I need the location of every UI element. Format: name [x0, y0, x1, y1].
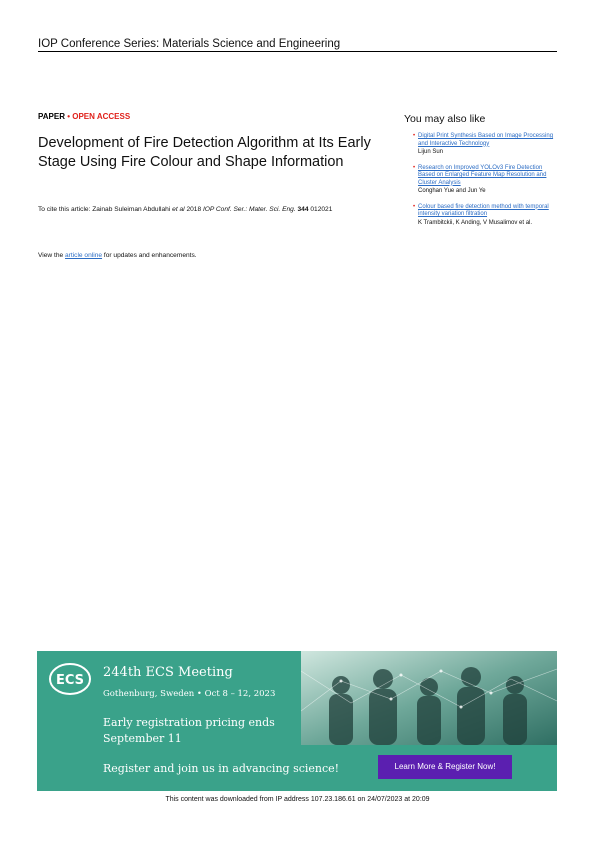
conference-photo-image: [301, 651, 557, 745]
article-type-line: [38, 112, 130, 121]
you-may-also-like-heading: You may also like: [404, 113, 486, 125]
related-item: [413, 203, 558, 228]
related-item-authors: Lijun Sun: [418, 149, 444, 155]
cite-year: 2018: [184, 206, 203, 213]
banner-title: 244th ECS Meeting: [103, 665, 233, 680]
cite-et-al: et al: [170, 206, 185, 213]
cite-article-no: 012021: [308, 206, 333, 213]
ecs-logo-icon: [49, 663, 91, 695]
related-item: [413, 133, 558, 157]
bullet-icon: •: [413, 164, 416, 171]
separator-dot: •: [64, 112, 73, 121]
download-footer: This content was downloaded from IP address 107.23.186.61 on 24/07/2023 at 20:09: [165, 796, 430, 803]
early-line-1: Early registration pricing ends: [103, 716, 275, 729]
bullet-icon: •: [413, 133, 416, 139]
cite-authors: Zainab Suleiman Abdullahi: [92, 206, 171, 213]
article-title: Development of Fire Detection Algorithm at Its Early Stage Using Fire Colour and Shape Information: [38, 135, 371, 170]
related-item-authors: Conghan Yue and Jun Ye: [418, 188, 486, 194]
early-line-2: September 11: [103, 732, 182, 745]
related-item-title-link[interactable]: Colour based fire detection method with temporal intensity variation filtration: [418, 203, 549, 217]
related-item-title-link[interactable]: Research on Improved YOLOv3 Fire Detection Based on Enlarged Feature Map Resolution and Cluster Analysis: [418, 164, 547, 186]
bullet-icon: •: [413, 203, 416, 210]
view-prefix: View the: [38, 252, 66, 259]
banner-subtitle: Gothenburg, Sweden • Oct 8 – 12, 2023: [103, 689, 276, 699]
related-articles-list: [413, 133, 558, 235]
article-online-link[interactable]: article online: [65, 252, 103, 259]
view-online-line: [38, 252, 197, 259]
related-item-authors: K Trambitckii, K Anding, V Musalimov et al.: [418, 219, 533, 226]
ecs-logo-text: ECS: [55, 673, 85, 688]
ecs-meeting-banner[interactable]: [37, 651, 557, 791]
banner-early-registration: [103, 715, 323, 747]
related-item-title-link[interactable]: Digital Print Synthesis Based on Image Processing and Interactive Technology: [418, 133, 554, 147]
banner-register-text: Register and join us in advancing science!: [103, 762, 340, 775]
related-item: [413, 164, 558, 196]
cite-prefix: To cite this article:: [38, 206, 93, 213]
view-suffix: for updates and enhancements.: [102, 252, 197, 259]
header-rule: [38, 51, 557, 52]
cite-journal: IOP Conf. Ser.: Mater. Sci. Eng.: [202, 206, 296, 213]
open-access-label: OPEN ACCESS: [72, 112, 131, 121]
learn-more-register-button[interactable]: Learn More & Register Now!: [378, 755, 512, 779]
cite-volume: 344: [295, 206, 309, 213]
paper-label: PAPER: [38, 112, 65, 121]
journal-name: IOP Conference Series: Materials Science and Engineering: [38, 38, 341, 50]
citation-line: [38, 206, 398, 213]
